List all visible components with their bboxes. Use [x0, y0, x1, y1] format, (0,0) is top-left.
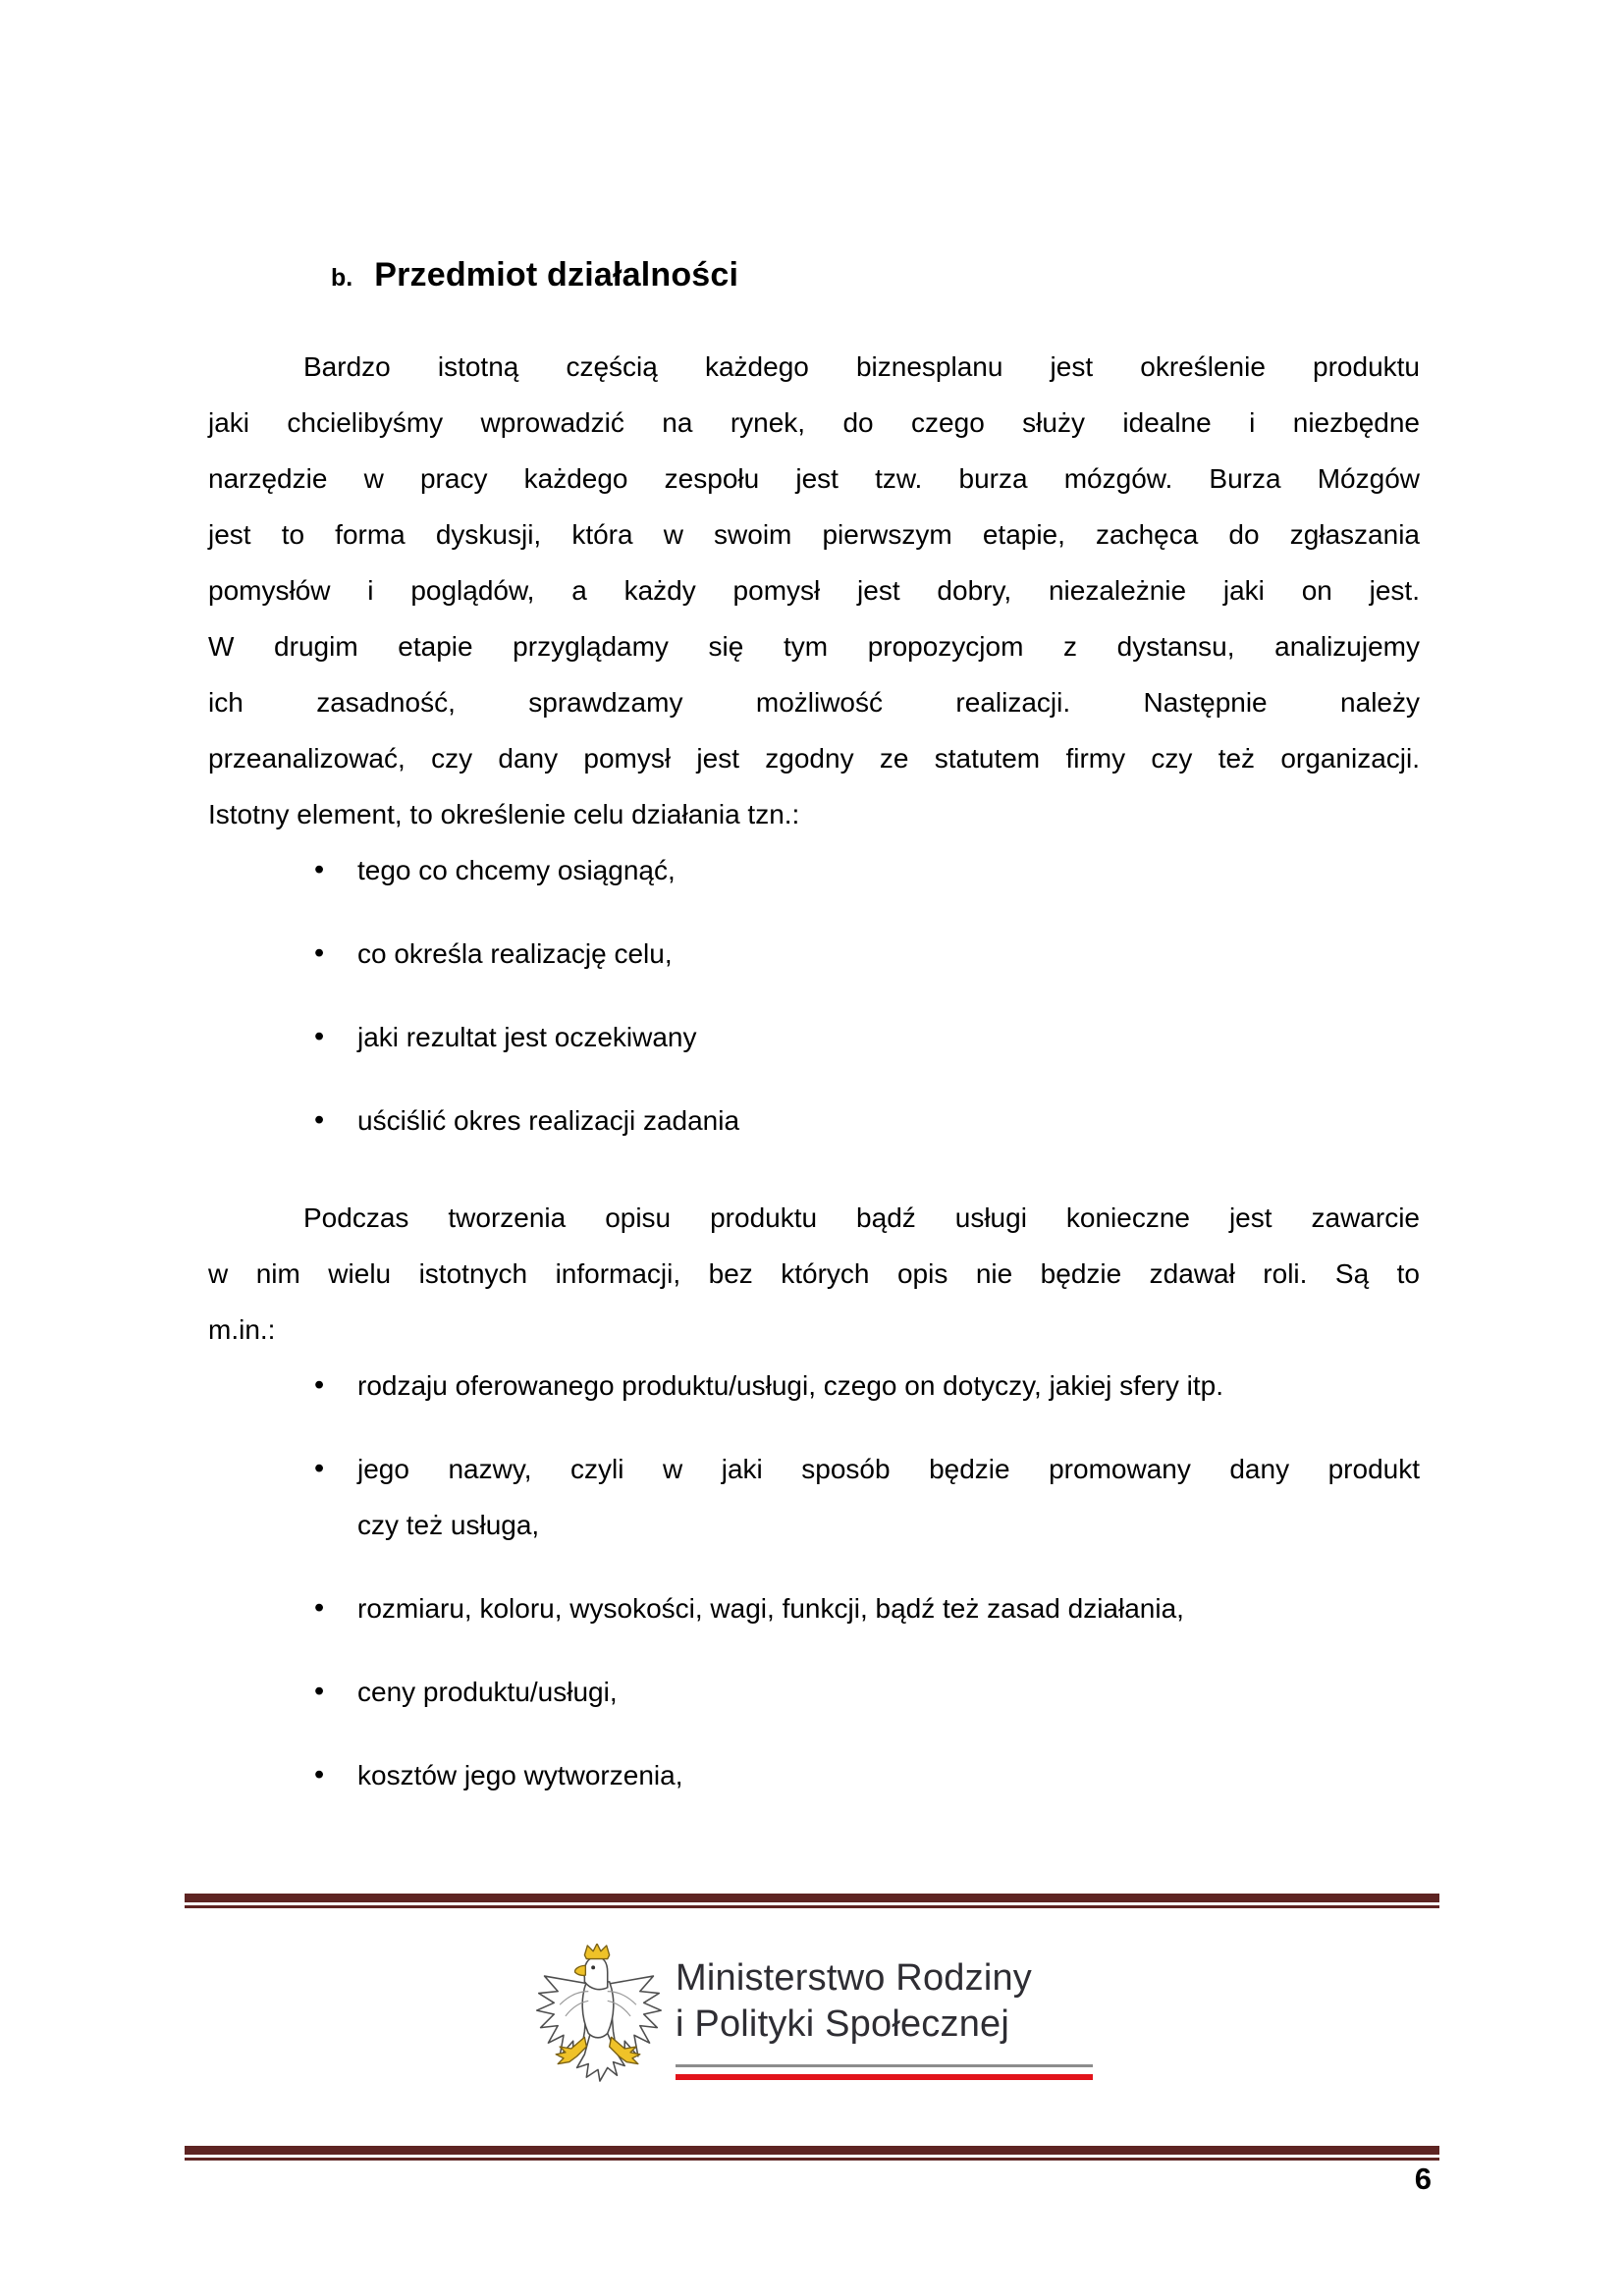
- heading-title: Przedmiot działalności: [374, 256, 739, 294]
- bullet-icon: •: [314, 1369, 325, 1401]
- list-item: [208, 842, 1420, 898]
- flag-gray-stripe: [676, 2064, 1093, 2067]
- ministry-wordmark: [676, 1955, 1032, 2048]
- footer-bottom-rule: [185, 2146, 1439, 2161]
- bullet-list-product-info: [208, 1358, 1420, 1803]
- ministry-line-2: i Polityki Społecznej: [676, 2003, 1010, 2045]
- polish-eagle-icon: [534, 1944, 662, 2083]
- list-item-text: kosztów jego wytworzenia,: [357, 1760, 683, 1790]
- list-item: [208, 1009, 1420, 1065]
- bullet-icon: •: [314, 1759, 325, 1790]
- paragraph-1: Bardzo istotną częścią każdego biznesplanu jest określenie produktu jaki chcielibyśmy wprowadzić na rynek, do czego służy idealne i niezbędne narzędzie w pracy każdego zespołu jest tzw. burza mózgów. Burza Mózgów jest to forma dyskusji, która w swoim pierwszym etapie, zachęca do zgłaszania pomysłów i poglądów, a każdy pomysł jest dobry, niezależnie jaki on jest. W drugim etapie przyglądamy się tym propozycjom z dystansu, analizujemy ich zasadność, sprawdzamy możliwość realizacji. Następnie należy przeanalizować, czy dany pomysł jest zgodny ze statutem firmy czy też organizacji. Istotny element, to określenie celu działania tzn.:: [208, 351, 1420, 829]
- list-item-text: tego co chcemy osiągnąć,: [357, 855, 676, 885]
- bullet-icon: •: [314, 1676, 325, 1707]
- bullet-list-goals: [208, 842, 1420, 1148]
- bullet-icon: •: [314, 1104, 325, 1136]
- list-item-text: ceny produktu/usługi,: [357, 1677, 618, 1707]
- list-item-text: co określa realizację celu,: [357, 938, 673, 969]
- paragraph-2: Podczas tworzenia opisu produktu bądź usługi konieczne jest zawarcie w nim wielu istotnych informacji, bez których opis nie będzie zdawał roli. Są to m.in.:: [208, 1202, 1420, 1345]
- section-heading: [331, 253, 1420, 299]
- list-item-text: uściślić okres realizacji zadania: [357, 1105, 740, 1136]
- list-item: [208, 926, 1420, 982]
- list-item-text: rodzaju oferowanego produktu/usługi, czego on dotyczy, jakiej sfery itp.: [357, 1370, 1223, 1401]
- list-item-text: jego nazwy, czyli w jaki sposób będzie promowany dany produkt czy też usługa,: [357, 1454, 1420, 1540]
- list-item: [208, 1093, 1420, 1148]
- list-item: [208, 1664, 1420, 1720]
- list-item: [208, 1747, 1420, 1803]
- heading-number: b.: [331, 264, 353, 292]
- bullet-icon: •: [314, 1592, 325, 1624]
- list-item-text: jaki rezultat jest oczekiwany: [357, 1022, 697, 1052]
- list-item: [208, 1580, 1420, 1636]
- page-content: [208, 253, 1420, 1831]
- list-item: [208, 1441, 1420, 1553]
- ministry-line-1: Ministerstwo Rodziny: [676, 1957, 1032, 1999]
- flag-red-stripe: [676, 2074, 1093, 2080]
- bullet-icon: •: [314, 937, 325, 969]
- bullet-icon: •: [314, 854, 325, 885]
- page-number: 6: [1414, 2162, 1432, 2196]
- bullet-icon: •: [314, 1021, 325, 1052]
- bullet-icon: •: [314, 1453, 325, 1484]
- footer-top-rule: [185, 1894, 1439, 1908]
- list-item-text: rozmiaru, koloru, wysokości, wagi, funkcji, bądź też zasad działania,: [357, 1593, 1184, 1624]
- list-item: [208, 1358, 1420, 1414]
